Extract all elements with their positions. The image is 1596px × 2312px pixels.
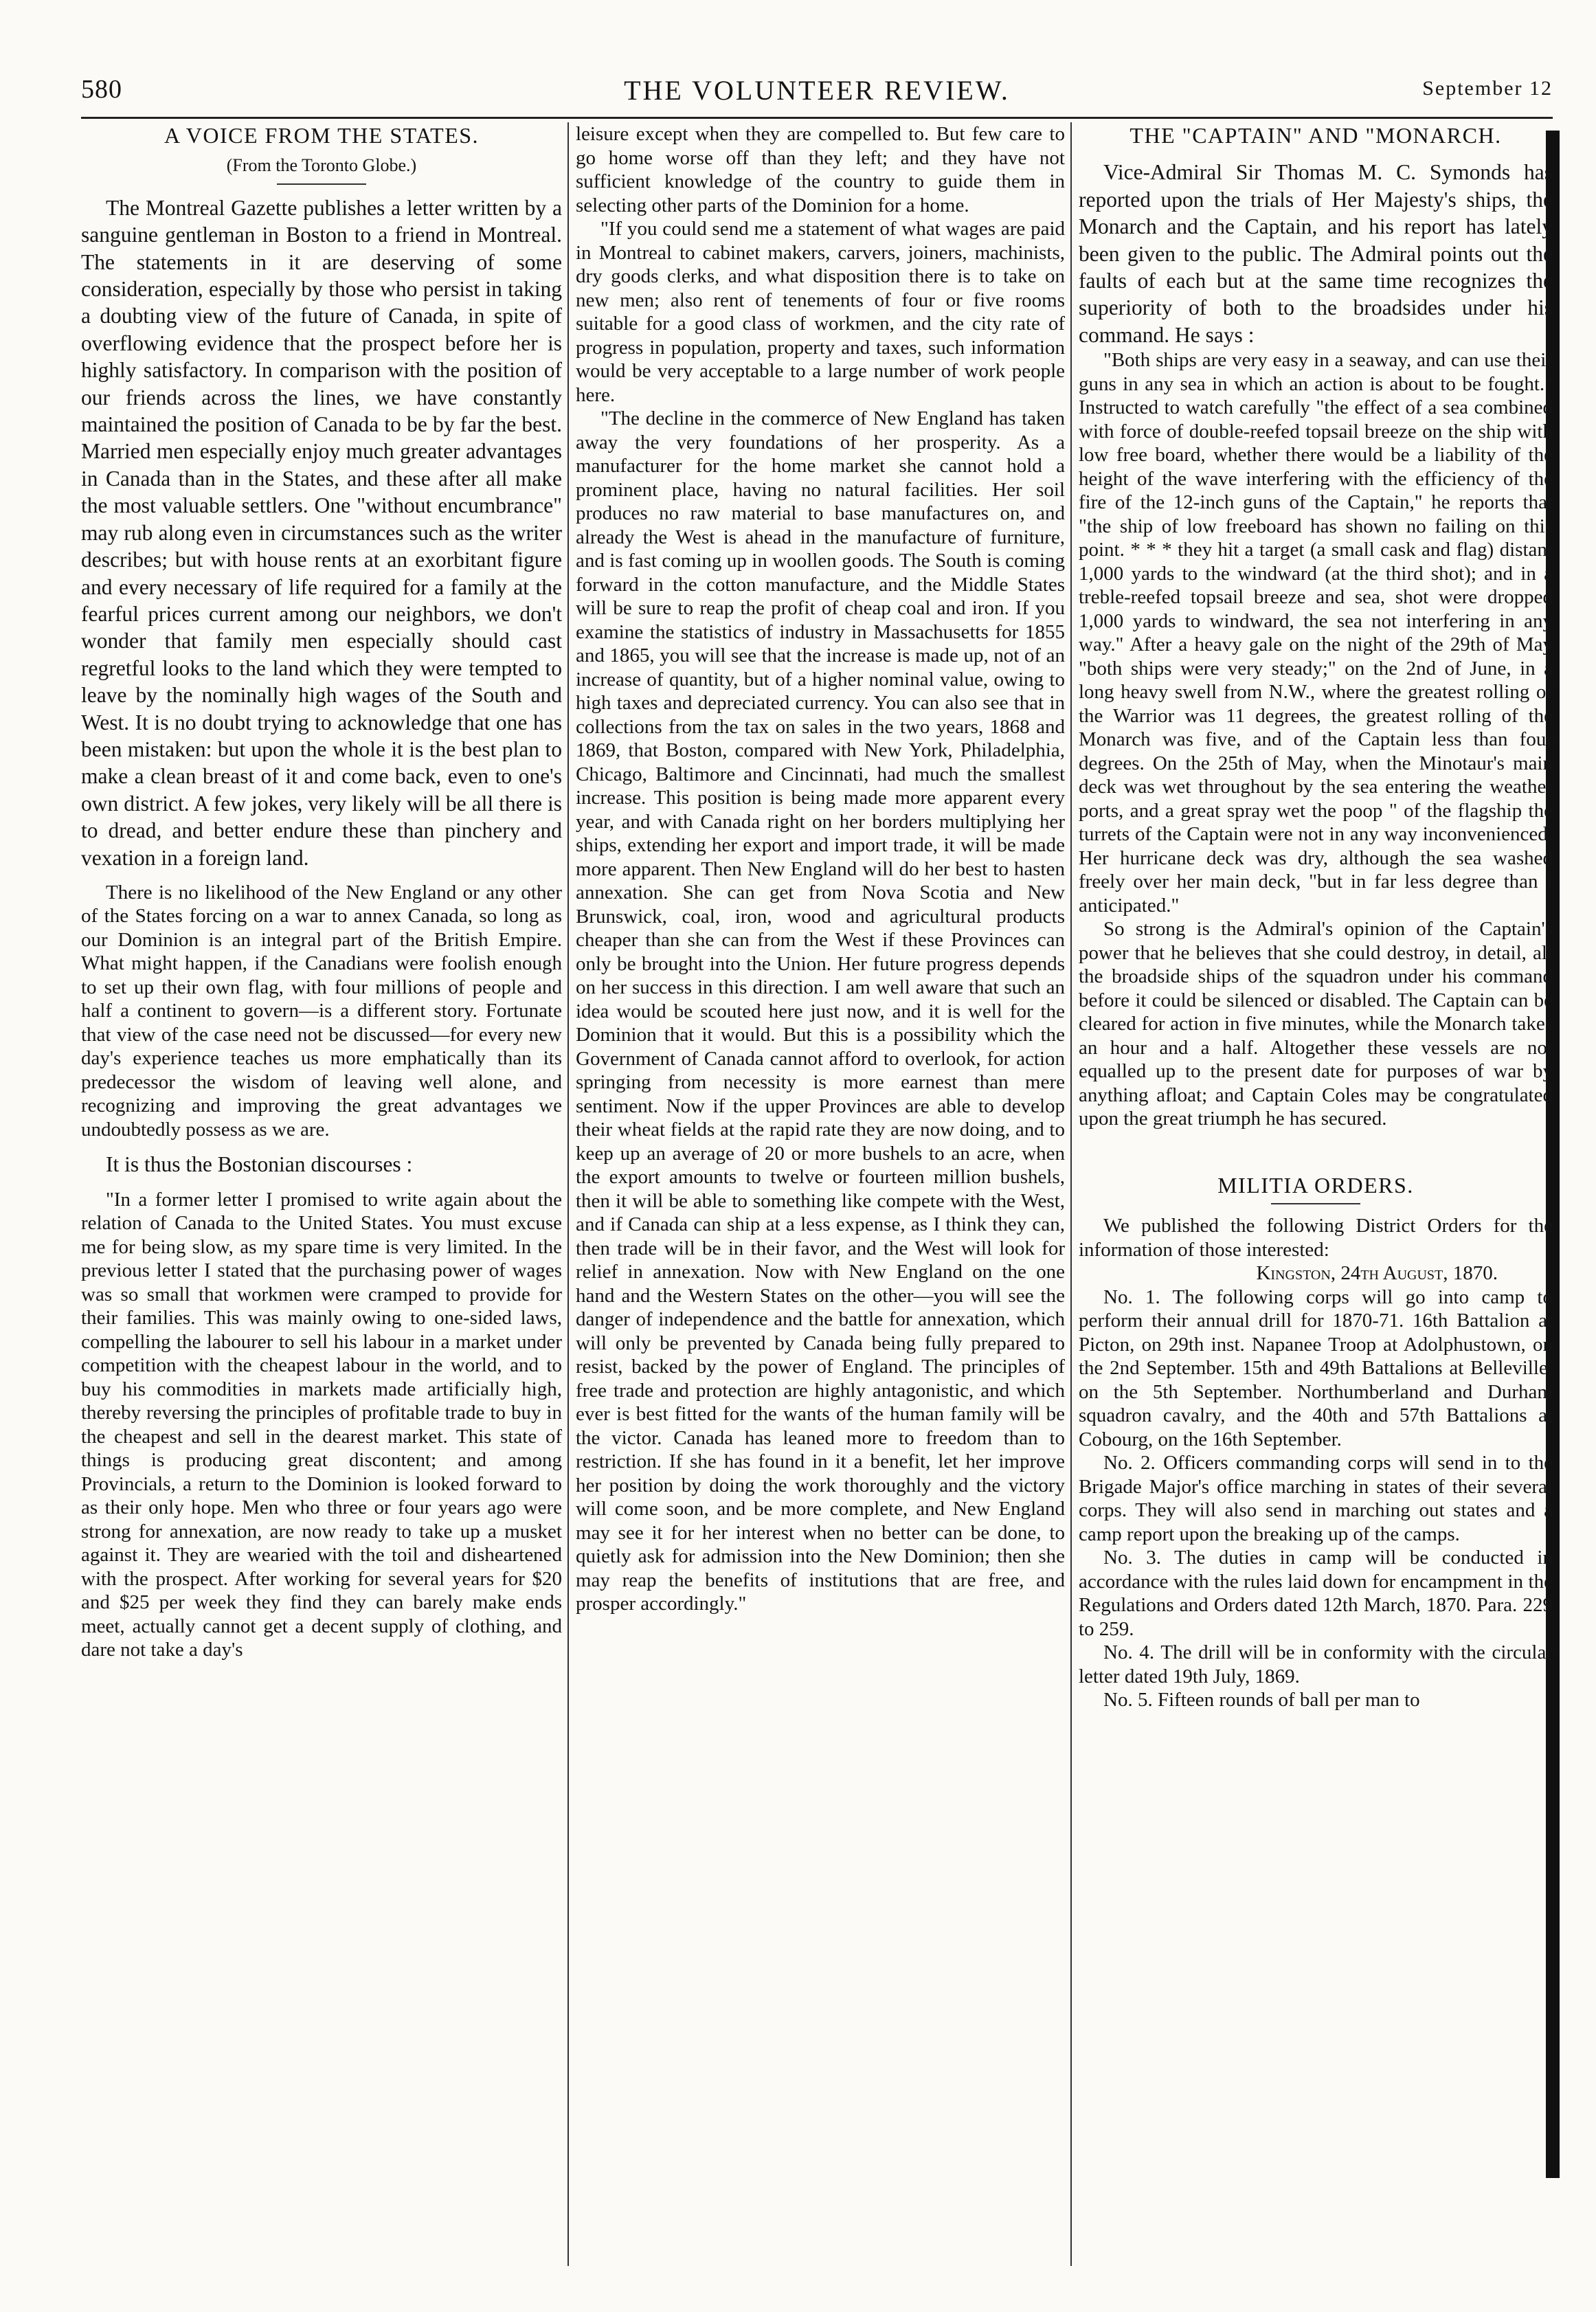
paragraph: "The decline in the commerce of New England has taken away the very foundations of her prosperity. As a manufacturer for the home market she cannot hold a prominent place, having no natural facilities. Her soil produces no raw material to base manufactures on, and already the West is ahead in the manufacture of furniture, and is fast coming up in woollen goods. The South is coming forward in the cotton manufacture, and the Middle States will be sure to reap the profit of cheap coal and iron. If you examine the statistics of industry in Massachusetts for 1855 and 1865, you will see that the increase is made up, not of an increase of quantity, but of a higher nominal value, owing to high taxes and depreciated currency. You can also see that in collections from the tax on sales in the two years, 1868 and 1869, that Boston, compared with New York, Philadelphia, Chicago, Baltimore and Cincinnati, had much the smallest increase. This position is being made more apparent every year, and with Canada right on her borders multiplying her ships, extending her export and import trade, it will be made more apparent. Then New England will do her best to hasten annexation. She can get from Nova Scotia and New Brunswick, coal, iron, wood and agricultural products cheaper than she can from the West if these Provinces can only be brought into the Union. Her future progress depends on her success in this direction. I am well aware that such an idea would be scouted here just now, and it is well for the Dominion that it would. But this is a possibility which the Government of Canada cannot afford to overlook, for action springing from necessity is more earnest than mere sentiment. Now if the upper Provinces are able to develop their wheat fields at the rapid rate they are now doing, and to keep up an average of 20 or more bushels to an acre, when the export amounts to twelve or fourteen million bushels, then it will be able to something like compete with the West, and if Canada can ship at a less expense, as I think they can, then trade will be in their favor, and the West will look for relief in annexation. Now with New England on the one hand and the Western States on the other—you will see the danger of independence and the battle for annexation, which will only be prevented by Canada being fully prepared to resist, backed by the power of England. The principles of free trade and protection are highly antagonistic, and which ever is best fitted for the wants of the human family will be the victor. Canada has leaned more to freedom than to restriction. If she has found in it a benefit, let her improve her position by doing the work thoroughly and the victory will come soon, and be more complete, and New England may see it for her interest when no better can be done, to quietly ask for admission into the New Dominion; then she may reap the benefits of institutions that are free, and prosper accordingly." — [576, 407, 1065, 1615]
paragraph: We published the following District Orders for the information of those interested: — [1079, 1215, 1553, 1261]
paragraph: The Montreal Gazette publishes a letter written by a sanguine gentleman in Boston to a friend in Montreal. The statements in it are deserving of some consideration, especially by those who persist in taking a doubting view of the future of Canada, in spite of overflowing evidence that the prospect before her is highly satisfactory. In comparison with the position of our friends across the lines, we have constantly maintained the position of Canada to be by far the best. Married men especially enjoy much greater advantages in Canada than in the States, and these after all make the most valuable settlers. One "without encumbrance" may rub along even in circumstances such as the writer describes; but with house rents at an exorbitant figure and every necessary of life required for a family at the fearful prices current among our neighbors, we don't wonder that family men especially should cast regretful looks to the land which they were tempted to leave by the nominally high wages of the South and West. It is no doubt trying to acknowledge that one has been mistaken: but upon the whole it is the best plan to make a clean breast of it and come back, even to one's own district. A few jokes, very likely will be all there is to dread, and better endure these than pinchery and vexation in a foreign land. — [81, 195, 562, 870]
header-rule — [81, 117, 1553, 119]
paragraph: No. 3. The duties in camp will be conducted in accordance with the rules laid down for encampment in the Regulations and Orders dated 12th March, 1870. Para. 229 to 259. — [1079, 1547, 1553, 1640]
column-2 — [576, 122, 1065, 2266]
column-1 — [81, 122, 562, 2266]
column-3 — [1079, 122, 1553, 2266]
heading-rule — [277, 183, 366, 185]
article-heading: MILITIA ORDERS. — [1217, 1172, 1414, 1198]
paragraph: "In a former letter I promised to write again about the relation of Canada to the United States. You must excuse me for being slow, as my spare time is very limited. In the previous letter I stated that the purchasing power of wages was so small that workmen were cramped to provide for their families. This was mainly owing to one-sided laws, compelling the labourer to sell his labour in a market under competition with the cheapest labour in the world, and to buy his commodities in markets made artificially high, thereby reversing the principles of profitable trade to buy in the cheapest and sell in the dearest market. This state of things is producing great discontent; and among Provincials, a return to the Dominion is looked forward to as their only hope. Men who three or four years ago were strong for annexation, are now ready to take up a musket against it. They are wearied with the toil and disheartened with the prospect. After working for several years for $20 and $25 per week they find they can barely make ends meet, actually cannot get a decent supply of clothing, and dare not take a day's — [81, 1188, 562, 1661]
masthead-title: THE VOLUNTEER REVIEW. — [624, 75, 1010, 106]
column-divider-1 — [567, 122, 569, 2266]
paragraph: No. 1. The following corps will go into camp to perform their annual drill for 1870-71. 16th Battalion at Picton, on 29th inst. Napanee Troop at Adolphustown, on the 2nd September. 15th and 49th Battalions at Belleville, on the 5th September. Northumberland and Durham squadron cavalry, and the 40th and 57th Battalions at Cobourg, on the 16th September. — [1079, 1286, 1553, 1450]
column-divider-2 — [1070, 122, 1072, 2266]
paragraph: No. 4. The drill will be in conformity with the circular letter dated 19th July, 1869. — [1079, 1641, 1553, 1687]
paragraph: No. 5. Fifteen rounds of ball per man to — [1103, 1689, 1420, 1711]
heading-rule — [1271, 1203, 1360, 1204]
paragraph: "If you could send me a statement of what wages are paid in Montreal to cabinet makers, carvers, joiners, machinists, dry goods clerks, and what disposition there is to take on new men; also rent of tenements of four or five rooms suitable for a good class of workmen, and the city rate of progress in population, property and taxes, such information would be very acceptable to a large number of work people here. — [576, 218, 1065, 406]
paragraph: There is no likelihood of the New England or any other of the States forcing on a war to annex Canada, so long as our Dominion is an integral part of the British Empire. What might happen, if the Canadians were foolish enough to set up their own flag, with four millions of people and half a continent to govern—is a different story. Fortunate that view of the case need not be discussed—for every new day's experience teaches us more emphatically than its predecessor the wisdom of leaving well alone, and recognizing and improving the great advantages we undoubtedly possess as we are. — [81, 881, 562, 1141]
article-heading: THE "CAPTAIN" AND "MONARCH. — [1129, 123, 1502, 148]
issue-date: September 12 — [1422, 77, 1553, 100]
article-heading: A VOICE FROM THE STATES. — [164, 123, 480, 148]
paragraph: No. 2. Officers commanding corps will send in to the Brigade Major's office marching in states of their several corps. They will also send in marching out states and a camp report upon the breaking up of the camps. — [1079, 1452, 1553, 1545]
paragraph: Vice-Admiral Sir Thomas M. C. Symonds has reported upon the trials of Her Majesty's ships, the Monarch and the Captain, and his report has lately been given to the public. The Admiral points out the faults of each but at the same time recognizes the superiority of both to the broadsides under his command. He says : — [1079, 160, 1553, 347]
paragraph: So strong is the Admiral's opinion of the Captain's power that he believes that she could destroy, in detail, all the broadside ships of the squadron under his command before it could be silenced or disabled. The Captain can be cleared for action in five minutes, while the Monarch takes an hour and a half. Altogether these vessels are not equalled up to the present date for purposes of war by anything afloat; and Captain Coles may be congratulated upon the great triumph he has secured. — [1079, 918, 1553, 1130]
page-number: 580 — [81, 75, 122, 104]
paragraph: It is thus the Bostonian discourses : — [106, 1152, 413, 1177]
paragraph: "Both ships are very easy in a seaway, and can use their guns in any sea in which an action is about to be fought." Instructed to watch carefully "the effect of a sea combined with force of double-reefed topsail breeze on the ship with low free board, whether there would be a liability of the height of the wave interfering with the efficiency of the fire of the 12-inch guns of the Captain," he reports that "the ship of low freeboard has shown no failing on this point. * * * they hit a target (a small cask and flag) distant 1,000 yards to the windward (at the third shot); and in a treble-reefed topsail breeze and sea, shot were dropped 1,000 yards to windward, the sea not interfering in any way." After a heavy gale on the night of the 29th of May "both ships were very steady;" on the 2nd of June, in a long heavy swell from N.W., where the greatest rolling of the Warrior was 11 degrees, the greatest rolling of the Monarch was five, and of the Captain less than four degrees. On the 25th of May, when the Minotaur's main deck was wet throughout by the sea entering the weather ports, and a great spray wet the poop " of the flagship the turrets of the Captain were not in any way inconvenienced. Her hurricane deck was dry, although the sea washed freely over her main deck, "but in far less degree than I anticipated." — [1079, 349, 1553, 917]
dateline: Kingston, 24th August, 1870. — [1256, 1262, 1498, 1285]
article-source: (From the Toronto Globe.) — [226, 155, 417, 176]
page-header — [81, 69, 1553, 110]
paragraph: leisure except when they are compelled to. But few care to go home worse off than they left; and they have not sufficient knowledge of the country to guide them in selecting other parts of the Dominion for a home. — [576, 123, 1065, 216]
